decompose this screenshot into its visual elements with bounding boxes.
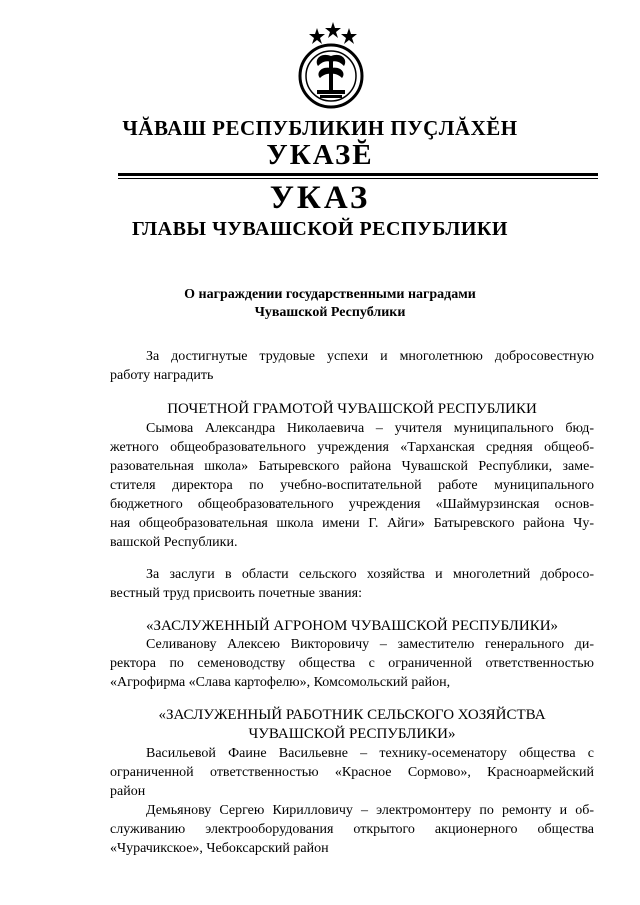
chuvash-emblem-icon bbox=[290, 20, 372, 112]
award-heading: «ЗАСЛУЖЕННЫЙ АГРОНОМ ЧУВАШСКОЙ РЕСПУБЛИКИ» bbox=[145, 618, 559, 634]
body-line: ограниченной ответственностью «Красное Сормово», Красноармейский bbox=[110, 765, 594, 780]
body-line: служиванию электрооборудования открытого акционерного общества bbox=[110, 822, 594, 837]
body-line: район bbox=[110, 784, 146, 799]
body-line: вестный труд присвоить почетные звания: bbox=[110, 586, 362, 601]
header-divider-thick bbox=[118, 173, 598, 176]
body-line: Васильевой Фаине Васильевне – технику-осеменатору общества с bbox=[146, 746, 594, 761]
body-line: За достигнутые трудовые успехи и многолетнюю добросовестную bbox=[146, 349, 594, 364]
award-heading: ЧУВАШСКОЙ РЕСПУБЛИКИ» bbox=[248, 726, 456, 742]
award-heading: ПОЧЕТНОЙ ГРАМОТОЙ ЧУВАШСКОЙ РЕСПУБЛИКИ bbox=[167, 401, 537, 417]
body-line: Демьянову Сергею Кирилловичу – электромонтеру по ремонту и об- bbox=[146, 803, 594, 818]
body-line: «Чурачикское», Чебоксарский район bbox=[110, 841, 329, 856]
body-line: бюджетного общеобразовательного учреждения «Шаймурзинская основ- bbox=[110, 497, 594, 512]
chuvash-ukaze-heading: УКАЗĔ bbox=[266, 139, 374, 171]
chuvash-header-title: ЧĂВАШ РЕСПУБЛИКИН ПУҪЛĂХĔН bbox=[122, 116, 518, 140]
body-line: работу наградить bbox=[110, 368, 214, 383]
body-line: За заслуги в области сельского хозяйства и многолетний добросо- bbox=[146, 567, 594, 582]
ukaz-heading: УКАЗ bbox=[269, 180, 371, 216]
issuer-heading: ГЛАВЫ ЧУВАШСКОЙ РЕСПУБЛИКИ bbox=[132, 218, 508, 240]
decree-subject-line: О награждении государственными наградами bbox=[184, 287, 476, 302]
body-line: ная общеобразовательная школа имени Г. Айги» Батыревского района Чу- bbox=[110, 516, 594, 531]
body-line: стителя директора по учебно-воспитательной работе муниципального bbox=[110, 478, 594, 493]
award-heading: «ЗАСЛУЖЕННЫЙ РАБОТНИК СЕЛЬСКОГО ХОЗЯЙСТВА bbox=[158, 707, 546, 723]
body-line: вашской Республики. bbox=[110, 535, 238, 550]
decree-subject-line: Чувашской Республики bbox=[254, 305, 406, 320]
body-line: «Агрофирма «Слава картофелю», Комсомольский район, bbox=[110, 675, 451, 690]
body-line: ректора по семеноводству общества с ограниченной ответственностью bbox=[110, 656, 594, 671]
body-line: Сымова Александра Николаевича – учителя муниципального бюд- bbox=[146, 421, 594, 436]
body-line: разовательная школа» Батыревского района Чувашской Республики, заме- bbox=[110, 459, 594, 474]
header-divider-thin bbox=[118, 178, 598, 179]
decree-subject bbox=[140, 286, 520, 322]
body-line: Селиванову Алексею Викторовичу – заместителю генерального ди- bbox=[146, 637, 594, 652]
body-line: жетного общеобразовательного учреждения «Тарханская средняя общеоб- bbox=[110, 440, 594, 455]
